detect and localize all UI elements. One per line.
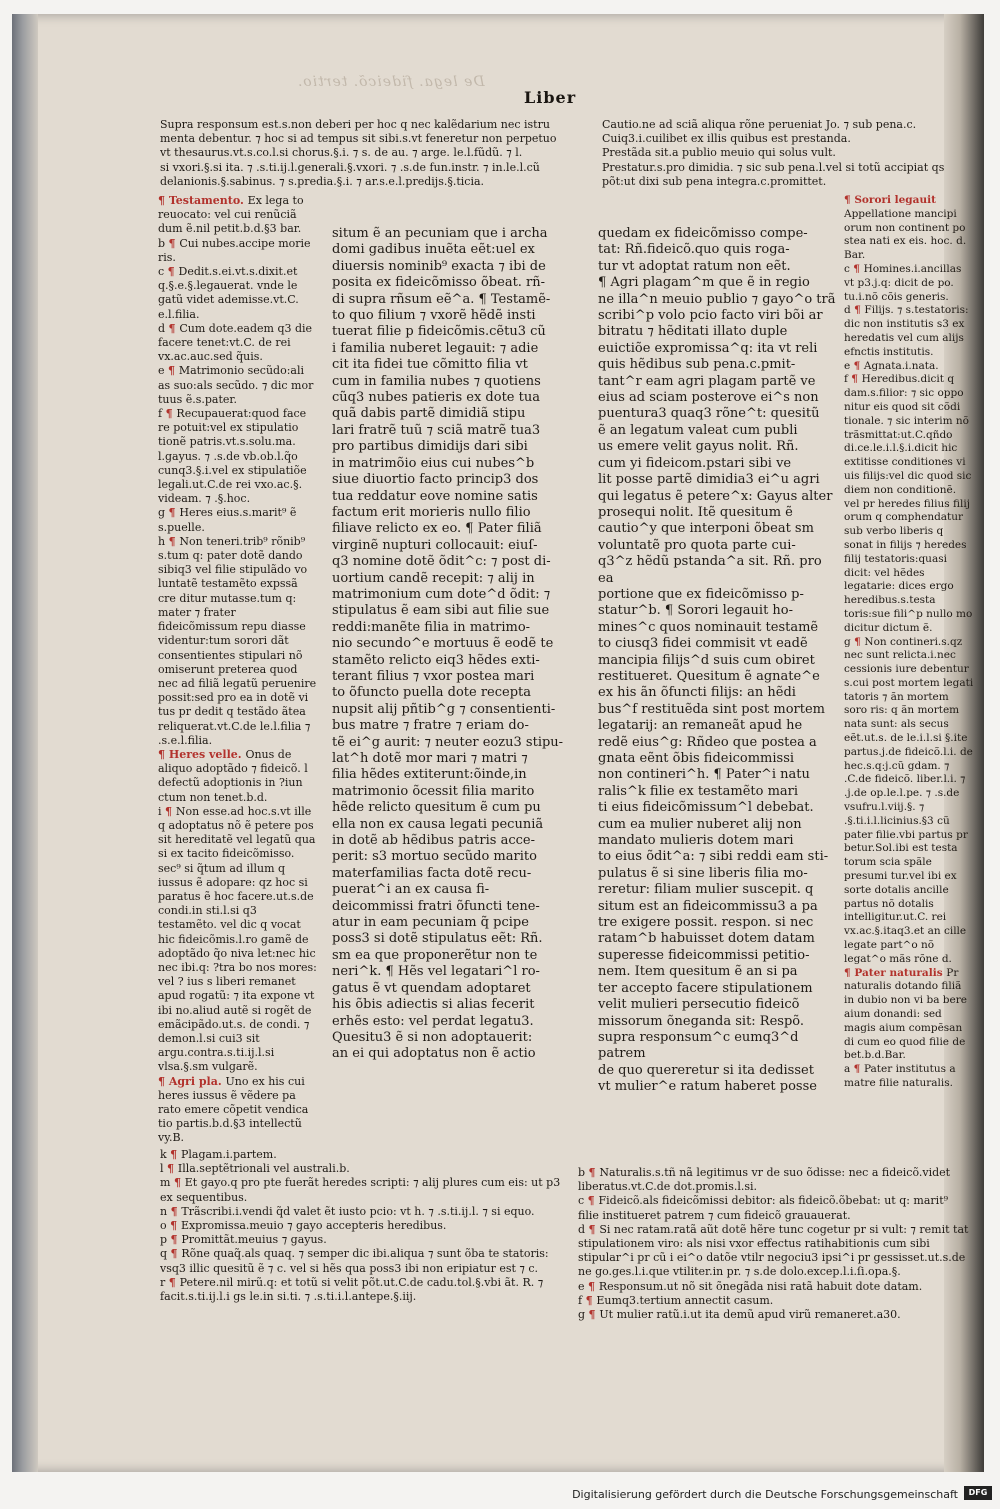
text-line: lat^h dotẽ mor mari ⁊ matri ⁊ <box>332 751 528 766</box>
gloss-text: Naturalis.s.tñ nã legitimus vr de suo õdisse: nec a fideicõ.videt liberatus.vt.C.de dot.promis.l.si. <box>578 1166 951 1194</box>
digitization-credit: Digitalisierung gefördert durch die Deutsche Forschungsgemeinschaft <box>572 1488 958 1501</box>
gloss-text: Illa.septẽtrionali vel australi.b. <box>177 1162 350 1176</box>
gloss-note <box>160 1233 565 1247</box>
text-line: prosequi nolit. Itẽ quesitum ẽ <box>598 504 793 520</box>
gloss-text: Homines.i.ancillas vt p3.j.q: dicit de po. tu.i.nõ cõis generis. <box>844 262 962 303</box>
gloss-note <box>158 237 318 265</box>
gloss-text: Pr naturalis dotando filiã in dubio non vi ba bere aium donandi: sed magis aium compẽsan di cum eo quod filie de bet.b.d.Bar. <box>844 966 967 1062</box>
gloss-note <box>844 373 974 635</box>
text-line: qui legatus ẽ petere^x: Gayus alter <box>598 488 833 504</box>
gloss-note <box>578 1308 970 1322</box>
text-line: superesse fideicommissi petitio- <box>598 947 810 963</box>
text-line: erhẽs esto: vel perdat legatu3. <box>332 1013 534 1029</box>
pilcrow-icon: ¶ <box>844 966 855 979</box>
gloss-text: Cui nubes.accipe morie ris. <box>158 236 311 264</box>
gloss-text: Trãscribi.i.vendi q̃d valet ẽt iusto pcio: vt h. ⁊ .s.ti.ij.l. ⁊ si equo. <box>181 1204 535 1218</box>
text-line: gnata eẽnt õbis fideicommissi <box>598 751 795 766</box>
gloss-text: Fideicõ.als fideicõmissi debitor: als fideicõ.õbebat: ut q: marit⁹ filie institueret patrem ⁊ cum fideicõ grauauerat. <box>578 1194 949 1222</box>
pilcrow-icon: ¶ <box>165 407 177 421</box>
gloss-note <box>158 506 318 534</box>
gloss-note <box>158 322 318 365</box>
gloss-text: Pater institutus a matre filie naturalis. <box>844 1063 956 1089</box>
gloss-line: Supra responsum est.s.non deberi per hoc q nec kalẽdarium nec istru <box>160 118 550 131</box>
note-marker: n <box>160 1204 168 1218</box>
pilcrow-icon: ¶ <box>853 1063 864 1076</box>
text-line: non contineri^h. ¶ Pater^i natu <box>598 767 810 783</box>
text-line: in matrimõio eius cui nubes^b <box>332 455 535 471</box>
gloss-text: Rõne quaq̃.als quaq. ⁊ semper dic ibi.aliqua ⁊ sunt õba te statoris: vsq3 illic quesitũ ẽ ⁊ c. vel si hẽs qua poss3 ibi non eripiatur est ⁊ c. <box>160 1247 549 1275</box>
pilcrow-icon: ¶ <box>854 635 865 648</box>
footer-bar <box>0 1478 1000 1509</box>
pilcrow-icon: ¶ <box>853 359 864 372</box>
text-line: situm est an fideicommissu3 a pa <box>598 898 818 914</box>
pilcrow-icon: ¶ <box>585 1293 597 1307</box>
gloss-note <box>158 364 318 407</box>
text-line: cũq3 nubes patieris ex dote tua <box>332 390 540 406</box>
text-line: materfamilias facta dotẽ recu- <box>332 865 532 881</box>
pilcrow-icon: ¶ <box>170 1247 182 1261</box>
main-text-column-b <box>598 226 838 1168</box>
text-line: ẽ an legatum valeat cum publi <box>598 422 798 438</box>
note-marker: q <box>160 1247 168 1261</box>
gloss-note <box>844 263 974 304</box>
gloss-note <box>158 265 318 322</box>
text-line: mancipia filijs^d suis cum obiret <box>598 652 815 668</box>
gloss-note <box>578 1194 970 1222</box>
gloss-note <box>578 1166 970 1194</box>
note-marker: b <box>578 1166 586 1179</box>
pilcrow-icon: ¶ <box>170 1233 182 1247</box>
text-line: stamẽto relicto eiq3 hẽdes exti- <box>332 652 540 668</box>
text-line: cum yi fideicom.pstari sibi ve <box>598 455 792 471</box>
note-marker: i <box>158 804 162 818</box>
gloss-note <box>158 194 318 237</box>
main-text-column-a <box>332 226 582 1124</box>
gloss-line: delanionis.§.sabinus. ⁊ s.predia.§.i. ⁊ ar.s.e.l.predijs.§.ticia. <box>160 174 485 188</box>
note-marker: d <box>578 1222 586 1236</box>
note-marker: c <box>158 265 165 279</box>
note-marker: d <box>158 321 166 335</box>
note-marker: e <box>844 359 851 372</box>
book-page <box>12 14 984 1472</box>
text-line: puentura3 quaq3 rõne^t: quesitũ <box>598 406 820 422</box>
pilcrow-icon: ¶ <box>167 1162 178 1176</box>
gloss-text: Expromissa.meuio ⁊ gayo accepteris heredibus. <box>180 1219 447 1233</box>
gloss-text: Responsum.ut nõ sit õnegãda nisi ratã habuit dote datam. <box>598 1279 923 1293</box>
text-line: neri^k. ¶ Hẽs vel legatari^l ro- <box>332 964 540 980</box>
pilcrow-icon: ¶ <box>170 1148 181 1161</box>
gloss-note <box>160 1176 565 1204</box>
note-marker: d <box>844 304 851 317</box>
gloss-bottom-left <box>160 1148 565 1408</box>
gloss-text: Filijs. ⁊ s.testatoris: dic non institutis s3 ex heredatis vel cum alijs efnctis institutis. <box>844 304 969 358</box>
note-marker: c <box>578 1194 585 1208</box>
pilcrow-icon: ¶ <box>168 1275 180 1289</box>
gloss-text: Heredibus.dicit q dam.s.filior: ⁊ sic oppo nitur eis quod sit cõdi tionale. ⁊ sic interim nõ trãsmittat:ut.C.qñdo di.ce.le.i.l.§.i.dicit hic extitisse conditiones vi uis filijs:vel dic quod sic diem non conditionẽ. vel pr heredes filius filij orum q comphendatur sub verbo liberis q sonat in filijs ⁊ heredes filij testatoris:quasi dicit: vel hẽdes legatarie: dices ergo heredibus.s.testa toris:sue fili^p nullo mo dicitur dictum ẽ. <box>844 373 973 634</box>
text-line: cum in familia nubes ⁊ quotiens <box>332 373 541 389</box>
text-line: poss3 si dotẽ stipulatus eẽt: Rñ. <box>332 931 543 947</box>
text-line: to õfuncto puella dote recepta <box>332 685 531 701</box>
gloss-line: vt thesaurus.vt.s.co.l.si chorus.§.i. ⁊ s. de au. ⁊ arge. le.l.fũdũ. ⁊ l. <box>160 146 523 160</box>
text-line: i familia nuberet legauit: ⁊ adie <box>332 340 539 356</box>
pilcrow-icon: ¶ <box>588 1308 600 1322</box>
pilcrow-icon: ¶ <box>170 1219 181 1233</box>
rubric-heading: Agri pla. <box>168 1074 226 1088</box>
text-line: tre exigere possit. respon. si nec <box>598 915 814 931</box>
gloss-text: Promittãt.meuius ⁊ gayus. <box>181 1233 327 1247</box>
text-line: tuerat filie p fideicõmis.cẽtu3 cũ <box>332 324 546 340</box>
gloss-bottom-right <box>578 1166 970 1416</box>
text-line: scribi^p volo pcio facto viri bõi ar <box>598 308 823 324</box>
text-line: tant^r eam agri plagam partẽ ve <box>598 373 816 389</box>
text-line: matrimonio õcessit filia marito <box>332 783 535 799</box>
pilcrow-icon: ¶ <box>851 373 862 386</box>
text-line: diuersis nominib⁹ exacta ⁊ ibi de <box>332 258 546 274</box>
note-marker: l <box>160 1162 164 1176</box>
text-line: mines^c quos nominauit testamẽ <box>598 619 819 635</box>
rubric-heading: Heres velle. <box>168 747 246 761</box>
text-line: vt mulier^e ratum haberet posse <box>598 1079 817 1095</box>
gloss-text: Non teneri.trib⁹ rõnib⁹ s.tum q: pater dotẽ dando sibiq3 vel filie stipulãdo vo luntatẽ testamẽto expssã cre ditur mutasse.tum q: mater ⁊ frater fideicõmissum repu diasse videntur:tum sorori dãt consentientes stipulari nõ omiserunt preterea quod nec ad filiã legatũ peruenire possit:sed pro ea in dotẽ vi tus pr dedit q testãdo ãtea reliquerat.vt.C.de le.l.filia ⁊ .s.e.l.filia. <box>158 534 317 747</box>
pilcrow-icon: ¶ <box>158 194 169 207</box>
text-line: q3^z hẽdũ pstanda^a sit. Rñ. pro ea <box>598 554 822 586</box>
text-line: virginẽ nupturi collocauit: eiuſ- <box>332 537 538 553</box>
text-line: tat: Rñ.fideicõ.quo quis roga- <box>598 242 790 258</box>
text-line: cautio^y que interponi õbeat sm <box>598 521 814 537</box>
text-line: puerat^i an ex causa fi- <box>332 882 490 898</box>
gloss-text: Recupauerat:quod face re potuit:vel ex stipulatio tionẽ patris.vt.s.solu.ma. l.gayus. ⁊ .s.de vb.ob.l.q̃o cunq3.§.i.vel ex stipulatiõe legali.ut.C.de rei vxo.ac.§. videam. ⁊ .§.hoc. <box>158 407 307 506</box>
pilcrow-icon: ¶ <box>844 194 855 206</box>
text-line: ¶ Agri plagam^m que ẽ in regio <box>598 275 810 291</box>
text-line: portione que ex fideicõmisso p- <box>598 586 804 602</box>
note-marker: e <box>578 1279 585 1293</box>
text-line: ella non ex causa legati pecuniã <box>332 816 544 832</box>
text-line: situm ẽ an pecuniam que i archa <box>332 226 548 241</box>
gloss-text: Ut mulier ratũ.i.ut ita demũ apud virũ remaneret.a30. <box>599 1308 901 1322</box>
pilcrow-icon: ¶ <box>588 1279 599 1293</box>
text-line: pulatus ẽ si sine liberis filia mo- <box>598 865 808 881</box>
text-line: quis hẽdibus sub pena.c.pmit- <box>598 357 796 373</box>
rubric-heading: Pater naturalis <box>854 966 947 979</box>
text-line: uortium candẽ recepit: ⁊ alij in <box>332 570 535 586</box>
text-line: bus^f restituẽda sint post mortem <box>598 701 826 717</box>
note-marker: r <box>160 1275 166 1289</box>
text-line: redẽ eius^g: Rñdeo que postea a <box>598 734 817 750</box>
gloss-note <box>844 967 974 1064</box>
text-line: q3 nomine dotẽ õdit^c: ⁊ post di- <box>332 554 551 570</box>
gloss-note <box>578 1294 970 1308</box>
pilcrow-icon: ¶ <box>168 506 180 520</box>
text-line: deicommissi fratri õfuncti tene- <box>332 898 540 914</box>
gloss-text: Heres eius.s.marit⁹ ẽ s.puelle. <box>158 506 297 534</box>
gloss-top-left <box>160 118 565 198</box>
gloss-note <box>844 304 974 359</box>
note-marker: a <box>844 1063 851 1076</box>
gloss-text: Uno ex his cui heres iussus ẽ vẽdere pa rato emere cõpetit vendica tio partis.b.d.§3 intellectũ vy.B. <box>158 1074 309 1144</box>
note-marker: f <box>578 1293 583 1307</box>
gloss-note <box>844 636 974 967</box>
dfg-logo: DFG <box>964 1486 992 1500</box>
gloss-note <box>160 1162 565 1176</box>
text-line: statur^b. ¶ Sorori legauit ho- <box>598 603 794 619</box>
text-line: nupsit alij pñtib^g ⁊ consentienti- <box>332 701 556 717</box>
text-line: perit: s3 mortuo secũdo marito <box>332 849 537 865</box>
text-line: posita ex fideicõmisso õbeat. rñ- <box>332 275 546 291</box>
text-line: ex his ãn õfuncti filijs: an hẽdi <box>598 685 796 701</box>
gloss-note <box>578 1280 970 1294</box>
text-line: hẽde relicto quesitum ẽ cum pu <box>332 800 541 816</box>
note-marker: g <box>844 635 851 648</box>
text-line: atur in eam pecuniam q̃ pcipe <box>332 915 529 931</box>
gloss-text: Appellatione mancipi orum non continent po stea nati ex eis. hoc. d. Bar. <box>844 207 967 262</box>
gloss-note <box>160 1219 565 1233</box>
pilcrow-icon: ¶ <box>173 1176 185 1190</box>
pilcrow-icon: ¶ <box>165 804 176 818</box>
text-line: to ciusq3 fidei commisit vt eadẽ <box>598 636 808 652</box>
text-line: siue diuortio facto princip3 dos <box>332 472 539 488</box>
gloss-note <box>158 748 318 805</box>
pilcrow-icon: ¶ <box>158 747 169 761</box>
text-line: terant filius ⁊ vxor postea mari <box>332 668 535 684</box>
text-line: Quesitu3 ẽ si non adoptauerit: <box>332 1029 533 1045</box>
gloss-note <box>158 535 318 748</box>
pilcrow-icon: ¶ <box>158 1074 169 1088</box>
text-line: bitratu ⁊ hẽditati illato duple <box>598 324 788 340</box>
text-line: cum ea mulier nuberet alij non <box>598 816 802 832</box>
note-marker: f <box>158 407 163 421</box>
pilcrow-icon: ¶ <box>854 304 865 317</box>
text-line: de quo quereretur si ita dedisset <box>598 1062 814 1078</box>
note-marker: c <box>844 262 850 275</box>
text-line: bus matre ⁊ fratre ⁊ eriam do- <box>332 718 529 734</box>
text-line: his õbis adiectis si alias fecerit <box>332 997 535 1013</box>
note-marker: g <box>158 506 166 520</box>
text-line: legatarij: an remaneãt apud he <box>598 718 803 734</box>
pilcrow-icon: ¶ <box>168 534 180 548</box>
text-line: tẽ ei^g aurit: ⁊ neuter eozu3 stipu- <box>332 734 564 750</box>
text-line: tua reddatur eove nomine satis <box>332 488 538 504</box>
gloss-line: Cautio.ne ad sciã aliqua rõne perueniat Jo. ⁊ sub pena.c. <box>602 118 917 131</box>
gloss-text: Eumq3.tertium annectit casum. <box>596 1293 774 1307</box>
pilcrow-icon: ¶ <box>168 364 179 378</box>
text-line: voluntatẽ pro quota parte cui- <box>598 537 796 553</box>
text-line: pro partibus dimidijs dari sibi <box>332 439 528 455</box>
note-marker: h <box>158 534 166 548</box>
gloss-text: Onus de aliquo adoptãdo ⁊ fideicõ. l defectũ adoptionis in ?iun ctum non tenet.b.d. <box>158 747 308 804</box>
gloss-note <box>160 1205 565 1219</box>
text-line: mandato mulieris dotem mari <box>598 833 794 849</box>
text-line: gatus ẽ vt quendam adoptaret <box>332 980 531 996</box>
text-line: nio secundo^e mortuus ẽ eodẽ te <box>332 636 554 652</box>
gloss-note <box>844 360 974 374</box>
note-marker: b <box>158 236 166 250</box>
text-line: sm ea que proponerẽtur non te <box>332 947 538 963</box>
text-line: eius ad sciam posterove ei^s non <box>598 390 819 406</box>
text-line: missorum õneganda sit: Respõ. <box>598 1013 805 1029</box>
text-line: ter accepto facere stipulationem <box>598 980 813 996</box>
gloss-line: Prestatur.s.pro dimidia. ⁊ sic sub pena.l.vel si totũ accipiat qs <box>602 160 945 174</box>
text-line: filiave relicto ex eo. ¶ Pater filiã <box>332 521 542 537</box>
pilcrow-icon: ¶ <box>587 1194 599 1208</box>
pilcrow-icon: ¶ <box>588 1222 600 1236</box>
gloss-note <box>578 1223 970 1280</box>
gloss-note <box>158 805 318 1075</box>
gloss-note <box>158 407 318 506</box>
text-line: di supra rñsum eẽ^a. ¶ Testamẽ- <box>332 291 551 307</box>
gloss-text: Petere.nil mirũ.q: et totũ si velit põt.ut.C.de cadu.tol.§.vbi ãt. R. ⁊ facit.s.ti.ij.l.i gs le.in si.ti. ⁊ .s.ti.i.l.antepe.§.iij. <box>160 1275 544 1304</box>
gloss-text: Matrimonio secũdo:ali as suo:als secũdo. ⁊ dic mor tuus ẽ.s.pater. <box>158 364 314 406</box>
gloss-top-right <box>602 118 984 198</box>
gloss-text: Cum dote.eadem q3 die facere tenet:vt.C. de rei vx.ac.auc.sed q̃uis. <box>158 321 313 364</box>
text-line: ralis^k filie ex testamẽto mari <box>598 783 799 799</box>
pilcrow-icon: ¶ <box>170 1204 182 1218</box>
text-line: factum erit morieris nullo filio <box>332 504 531 520</box>
text-line: euictiõe expromissa^q: ita vt reli <box>598 340 818 356</box>
gloss-line: Prestãda sit.a publio meuio qui solus vult. <box>602 146 836 160</box>
rubric-heading: Testamento. <box>168 194 248 207</box>
gloss-text: Si nec ratam.ratã aũt dotẽ hẽre tunc cogetur pr si vult: ⁊ remit tat stipulationem viro: als nisi vxor effectus ratihabitionis cum sibi stipular^i pr cũ i ei^o datõe vtilr negociu3 ipsi^i pr gessisset.ut.s.de ne go.ges.l.i.que vtiliter.in pr. ⁊ s.de dolo.excep.l.i.ſi.opa.§. <box>578 1222 969 1279</box>
gloss-text: Agnata.i.nata. <box>863 359 939 372</box>
text-line: restitueret. Quesitum ẽ agnate^e <box>598 668 820 684</box>
pilcrow-icon: ¶ <box>853 262 864 275</box>
text-line: an ei qui adoptatus non ẽ actio <box>332 1046 536 1062</box>
text-line: tur vt adoptat ratum non eẽt. <box>598 258 791 274</box>
gloss-left-column <box>158 194 318 1144</box>
pilcrow-icon: ¶ <box>168 321 180 335</box>
rubric-heading: Sorori legauit <box>854 194 936 206</box>
note-marker: p <box>160 1233 168 1247</box>
text-line: reretur: filiam mulier suscepit. q <box>598 882 814 898</box>
text-line: matrimonium cum dote^d õdit: ⁊ <box>332 586 551 602</box>
gloss-text: Non contineri.s.qz nec sunt relicta.i.nec cessionis iure debentur s.cui post mortem legati tatoris ⁊ ãn mortem soro ris: q ãn mortem nata sunt: als secus eẽt.ut.s. de le.i.l.si §.ite partus.j.de fideicõ.l.i. de hec.s.q:j.cũ gdam. ⁊ .C.de fideicõ. liber.l.i. ⁊ .j.de op.le.l.pe. ⁊ .s.de vsufru.l.viij.§. ⁊ .§.ti.i.l.licinius.§3 cũ pater filie.vbi partus pr betur.Sol.ibi est testa torum scia spãle presumi tur.vel ibi ex sorte dotalis ancille partus nõ dotalis intelligitur.ut.C. rei vx.ac.§.itaq3.et an cille legate part^o nõ legat^o mãs rõne d. <box>844 635 974 965</box>
text-line: quã dabis partẽ dimidiã stipu <box>332 406 526 422</box>
show-through-text: De lega. fideicõ. tertio. <box>297 74 485 90</box>
text-line: reddi:manẽte filia in matrimo- <box>332 619 531 635</box>
gloss-line: menta debentur. ⁊ hoc si ad tempus sit sibi.s.vt feneretur non perpetuo <box>160 132 557 146</box>
text-line: lari fratrẽ tuũ ⁊ sciã matrẽ tua3 <box>332 422 541 438</box>
gloss-text: Ex lega to reuocato: vel cui renũciã dum ẽ.nil petit.b.d.§3 bar. <box>158 194 304 236</box>
pilcrow-icon: ¶ <box>167 265 179 279</box>
text-line: ratam^b habuisset dotem datam <box>598 931 815 947</box>
text-line: ti eius fideicõmissum^l debebat. <box>598 800 814 816</box>
text-line: domi gadibus inuẽta eẽt:uel ex <box>332 242 535 258</box>
gloss-note <box>844 194 974 263</box>
gloss-text: Plagam.i.partem. <box>181 1148 277 1161</box>
note-marker: k <box>160 1148 167 1161</box>
gloss-note <box>160 1247 565 1275</box>
pilcrow-icon: ¶ <box>588 1166 600 1179</box>
note-marker: m <box>160 1176 171 1190</box>
text-line: us emere velit gayus nolit. Rñ. <box>598 439 799 455</box>
note-marker: g <box>578 1308 586 1322</box>
note-marker: e <box>158 364 165 378</box>
gloss-line: põt:ut dixi sub pena integra.c.promittet. <box>602 174 827 188</box>
note-marker: o <box>160 1219 167 1233</box>
gloss-line: Cuiq3.i.cuilibet ex illis quibus est prestanda. <box>602 132 851 146</box>
text-line: ne illa^n meuio publio ⁊ gayo^o trã <box>598 291 836 307</box>
book-gutter-left <box>12 14 38 1472</box>
running-head: Liber <box>524 88 577 107</box>
text-line: in dotẽ ab hẽdibus patris acce- <box>332 833 535 849</box>
text-line: stipulatus ẽ eam sibi aut filie sue <box>332 603 550 619</box>
text-line: to eius õdit^a: ⁊ sibi reddi eam sti- <box>598 849 829 865</box>
text-line: velit mulieri persecutio fideicõ <box>598 997 800 1013</box>
text-line: cit ita fidei tue cõmitto filia vt <box>332 357 528 373</box>
gloss-text: Non esse.ad hoc.s.vt ille q adoptatus nõ ẽ petere pos sit hereditatẽ vel legatũ qua si ex tacito fideicõmisso. sec⁹ si q̃tum ad illum q iussus ẽ adopare: qz hoc si paratus ẽ hoc facere.ut.s.de condi.in sti.l.si q3 testamẽto. vel dic q vocat hic fideicõmis.l.ro gamẽ de adoptãdo q̃o niva let:nec hic nec ibi.q: ?tra bo nos mores: vel ? ius s liberi remanet apud rogatũ: ⁊ ita expone vt ibi no.aliud autẽ si rogẽt de emãcipãdo.ut.s. de condi. ⁊ demon.l.si cui3 sit argu.contra.s.ti.ij.l.si vlsa.§.sm vulgarẽ. <box>158 804 317 1074</box>
gloss-note <box>844 1063 974 1091</box>
gloss-text: Dedit.s.ei.vt.s.dixit.et q.§.e.§.legauerat. vnde le gatũ videt ademisse.vt.C. e.l.filia. <box>158 265 299 321</box>
gloss-line: si vxori.§.si ita. ⁊ .s.ti.ij.l.generali.§.vxori. ⁊ .s.de fun.instr. ⁊ in.le.l.cũ <box>160 160 540 174</box>
text-line: nem. Item quesitum ẽ an si pa <box>598 964 798 980</box>
gloss-right-column <box>844 194 974 1169</box>
pilcrow-icon: ¶ <box>168 236 180 250</box>
note-marker: f <box>844 373 848 386</box>
text-line: quedam ex fideicõmisso compe- <box>598 226 808 241</box>
gloss-text: Et gayo.q pro pte fuerãt heredes scripti: ⁊ alij plures cum eis: ut p3 ex sequentibus. <box>160 1176 561 1204</box>
text-line: supra responsum^c eumq3^d patrem <box>598 1029 799 1062</box>
text-line: lit posse partẽ dimidia3 ei^u agri <box>598 472 820 488</box>
gloss-note <box>158 1075 318 1144</box>
gloss-note <box>160 1276 565 1304</box>
text-line: filia hẽdes extiterunt:õinde,in <box>332 767 527 783</box>
gloss-note <box>160 1148 565 1162</box>
text-line: to quo filium ⁊ vxorẽ hẽdẽ insti <box>332 308 536 324</box>
